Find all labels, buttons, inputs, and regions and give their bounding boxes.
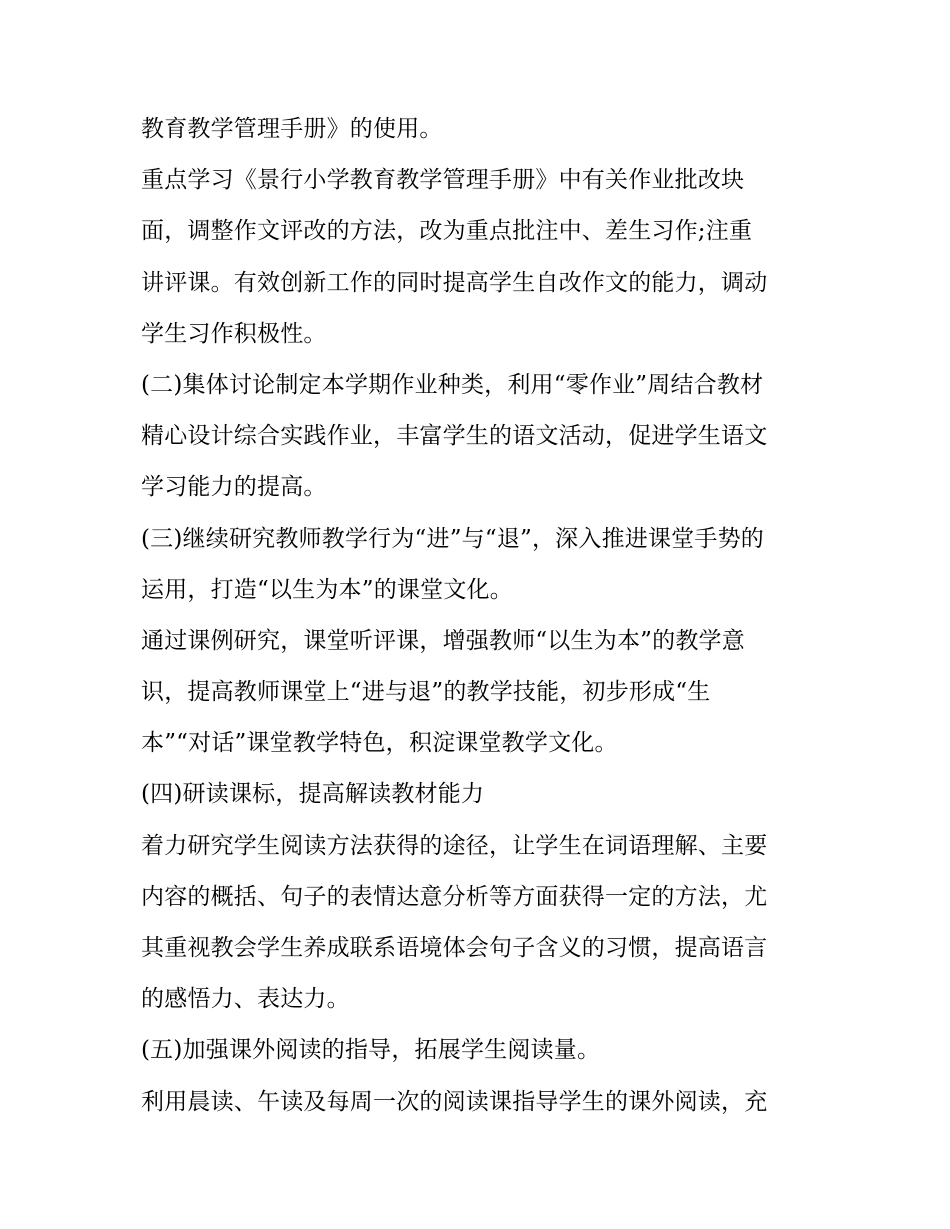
section-heading-2: (二)集体讨论制定本学期作业种类，利用“零作业”周结合教材 (141, 371, 764, 398)
section-heading-5: (五)加强课外阅读的指导，拓展学生阅读量。 (141, 1037, 601, 1064)
document-body (141, 104, 816, 1128)
text-line: 学生习作积极性。 (141, 320, 327, 347)
text-line: 其重视教会学生养成联系语境体会句子含义的习惯，提高语言 (141, 935, 768, 961)
text-line: 利用晨读、午读及每周一次的阅读课指导学生的课外阅读，充 (141, 1088, 768, 1115)
text-line: 学习能力的提高。 (141, 474, 327, 501)
text-line: 内容的概括、句子的表情达意分析等方面获得一定的方法，尤 (141, 883, 768, 910)
text-line: 面，调整作文评改的方法，改为重点批注中、差生习作;注重 (141, 218, 753, 245)
text-line: 运用，打造“以生为本”的课堂文化。 (141, 576, 513, 603)
text-line: 教育教学管理手册》的使用。 (141, 116, 443, 142)
text-line: 重点学习《景行小学教育教学管理手册》中有关作业批改块 (141, 167, 745, 194)
text-line: 的感悟力、表达力。 (141, 986, 350, 1013)
text-line: 着力研究学生阅读方法获得的途径，让学生在词语理解、主要 (141, 832, 768, 859)
text-line: 讲评课。有效创新工作的同时提高学生自改作文的能力，调动 (141, 269, 768, 296)
text-line: 通过课例研究，课堂听评课，增强教师“以生为本”的教学意 (141, 627, 745, 654)
section-heading-4: (四)研读课标，提高解读教材能力 (141, 781, 485, 808)
section-heading-3: (三)继续研究教师教学行为“进”与“退”，深入推进课堂手势的 (141, 525, 764, 552)
text-line: 精心设计综合实践作业，丰富学生的语文活动，促进学生语文 (141, 423, 768, 450)
text-line: 本”“对话”课堂教学特色，积淀课堂教学文化。 (141, 730, 618, 757)
text-line: 识，提高教师课堂上“进与退”的教学技能，初步形成“生 (141, 679, 711, 706)
